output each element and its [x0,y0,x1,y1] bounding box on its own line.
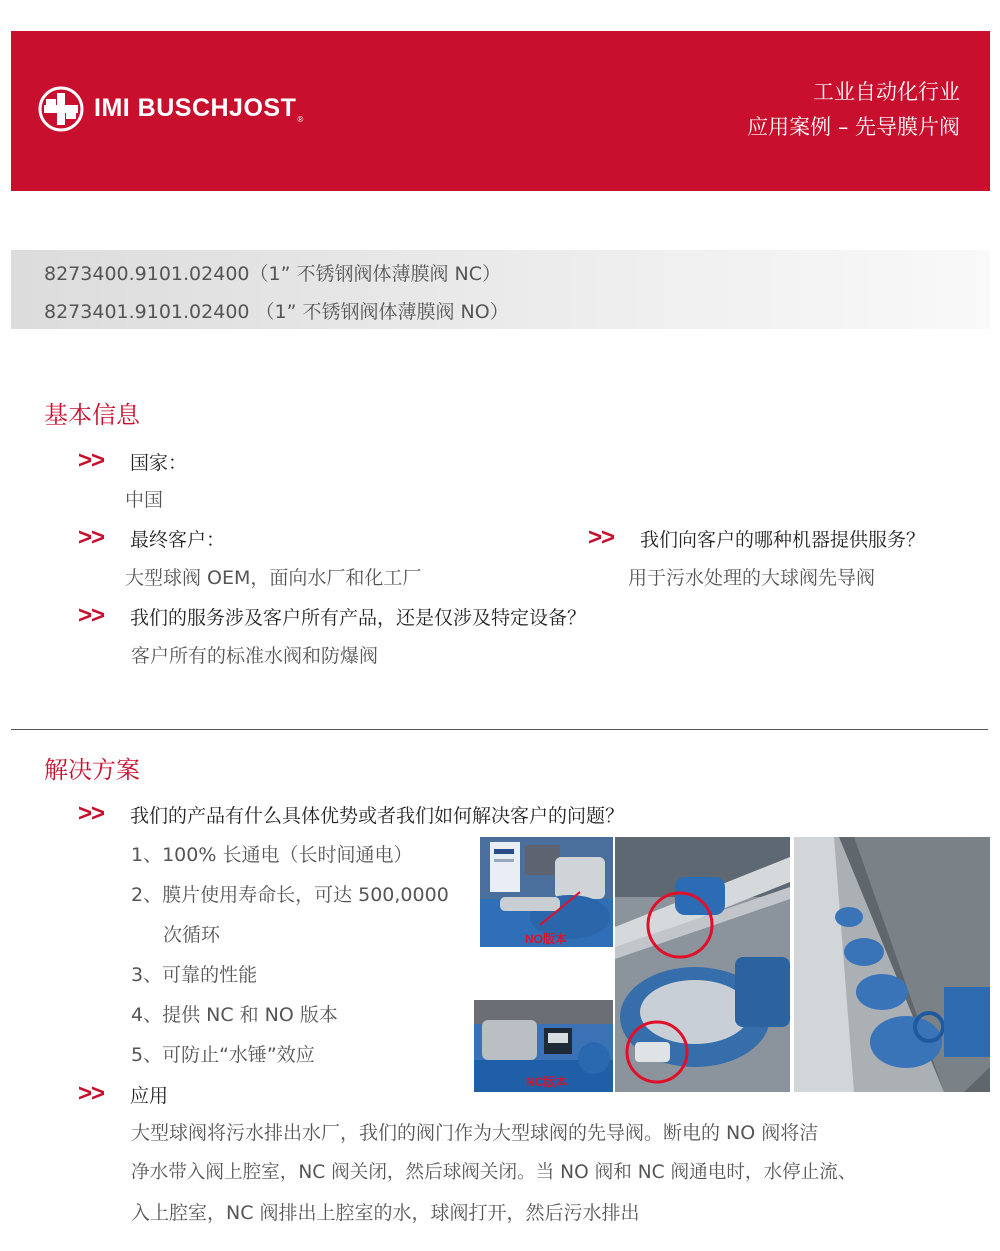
question-machine: >> 我们向客户的哪种机器提供服务？ [588,524,926,551]
advantage-item: 4、提供 NC 和 NO 版本 [131,1004,338,1026]
application-text-line: 入上腔室，NC 阀排出上腔室的水，球阀打开，然后污水排出 [131,1202,640,1224]
answer-machine: 用于污水处理的大球阀先导阀 [628,567,876,589]
advantage-item: 5、可防止“水锤”效应 [131,1044,315,1066]
industry-title: 工业自动化行业 [813,80,960,104]
logo [38,86,304,132]
arrow-icon: >> [78,1080,105,1107]
case-title: 应用案例 – 先导膜片阀 [747,115,960,139]
question-customer: >> 最终客户： [78,524,226,551]
photo-pilot-closeup [615,837,790,1092]
arrow-icon: >> [588,524,615,551]
question-advantages: >> 我们的产品有什么具体优势或者我们如何解决客户的问题？ [78,800,625,827]
application-text-line: 大型球阀将污水排出水厂，我们的阀门作为大型球阀的先导阀。断电的 NO 阀将洁 [131,1122,819,1144]
imi-logo-icon [38,86,84,132]
answer-scope: 客户所有的标准水阀和防爆阀 [131,645,379,667]
question-scope: >> 我们的服务涉及客户所有产品，还是仅涉及特定设备？ [78,602,587,629]
header-titles [747,75,960,145]
product-codes-band [11,250,990,329]
section-divider [11,729,988,730]
arrow-icon: >> [78,524,105,551]
photo-label-no: NO版本 [525,932,568,946]
photo-no-valve [480,837,613,947]
answer-customer: 大型球阀 OEM，面向水厂和化工厂 [125,567,422,589]
header-banner [11,31,990,191]
photo-valve-row [794,837,990,1092]
question-country: >> 国家： [78,447,188,474]
product-code-no: 8273401.9101.02400 （1” 不锈钢阀体薄膜阀 NO） [44,301,509,323]
photo-label-nc: NC版本 [526,1075,568,1089]
answer-country: 中国 [125,489,164,511]
question-application: >> 应用 [78,1080,169,1107]
arrow-icon: >> [78,602,105,629]
brand-name: IMI $BUSCHJOST_®$ [94,94,304,124]
advantage-item: 1、100% 长通电（长时间通电） [131,844,413,866]
section-title-basic: 基本信息 [44,401,140,429]
application-text-line: 净水带入阀上腔室，NC 阀关闭，然后球阀关闭。当 NO 阀和 NC 阀通电时，水停止流、 [131,1162,857,1183]
photo-nc-valve [474,1000,613,1092]
advantage-item: 次循环 [163,924,221,946]
product-code-nc: 8273400.9101.02400（1” 不锈钢阀体薄膜阀 NC） [44,263,501,285]
advantage-item: 2、膜片使用寿命长，可达 500,0000 [131,884,449,906]
arrow-icon: >> [78,447,105,474]
section-title-solution: 解决方案 [44,756,140,784]
arrow-icon: >> [78,800,105,827]
advantage-item: 3、可靠的性能 [131,964,258,986]
